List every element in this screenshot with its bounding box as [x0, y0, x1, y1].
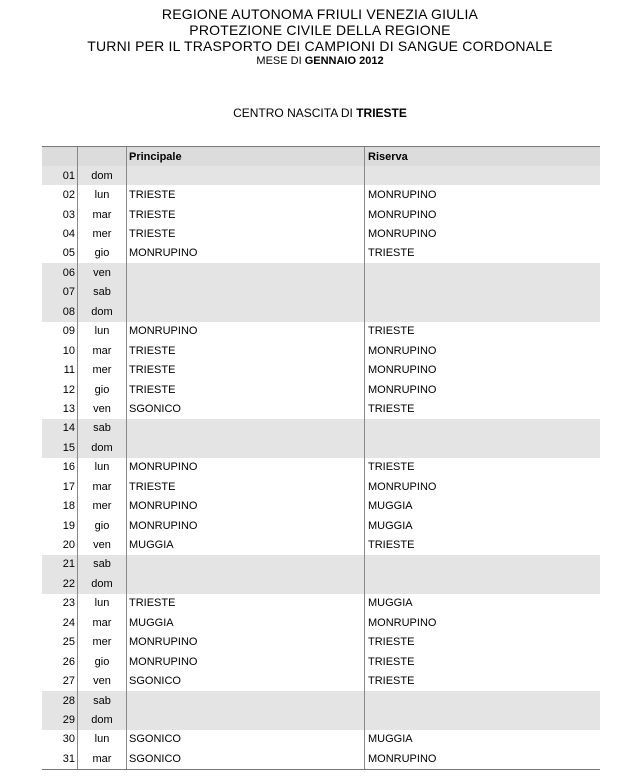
principale-cell: TRIESTE [127, 224, 365, 243]
weekday-cell: lun [78, 322, 127, 341]
riserva-cell: MUGGIA [368, 519, 413, 532]
day-number-cell: 04 [42, 224, 78, 243]
table-row [42, 633, 600, 652]
riserva-cell: MONRUPINO [368, 752, 437, 765]
weekday-cell: mer [78, 496, 127, 515]
riserva-cell [365, 555, 600, 574]
principale-cell [127, 166, 365, 185]
day-number-cell: 13 [42, 399, 78, 418]
principale-cell: MONRUPINO [127, 633, 365, 652]
day-number-cell: 12 [42, 380, 78, 399]
table-row [42, 302, 600, 321]
day-number-cell: 28 [42, 691, 78, 710]
table-row [42, 671, 600, 690]
principale-cell [127, 574, 365, 593]
day-number-cell: 23 [42, 594, 78, 613]
principale-cell: MUGGIA [127, 535, 365, 554]
riserva-cell: MONRUPINO [368, 616, 437, 629]
header-principale: Principale [127, 147, 365, 166]
day-number-cell: 02 [42, 185, 78, 204]
riserva-cell [365, 438, 600, 457]
principale-cell: TRIESTE [127, 380, 365, 399]
header-riserva: Riserva [368, 150, 408, 163]
day-number-cell: 03 [42, 205, 78, 224]
table-row [42, 263, 600, 282]
riserva-cell: TRIESTE [368, 655, 415, 668]
weekday-cell: lun [78, 594, 127, 613]
table-header-row [42, 147, 600, 166]
weekday-cell: sab [78, 283, 127, 302]
weekday-cell: lun [78, 730, 127, 749]
day-number-cell: 07 [42, 283, 78, 302]
weekday-cell: mer [78, 633, 127, 652]
day-number-cell: 19 [42, 516, 78, 535]
day-number-cell: 06 [42, 263, 78, 282]
principale-cell: MONRUPINO [127, 496, 365, 515]
riserva-cell: MONRUPINO [368, 364, 437, 377]
riserva-cell: MONRUPINO [368, 344, 437, 357]
table-row [42, 516, 600, 535]
riserva-cell: MONRUPINO [368, 189, 437, 202]
weekday-cell: dom [78, 302, 127, 321]
weekday-cell: dom [78, 438, 127, 457]
principale-cell: TRIESTE [127, 477, 365, 496]
principale-cell: TRIESTE [127, 360, 365, 379]
riserva-cell [365, 419, 600, 438]
department-title: PROTEZIONE CIVILE DELLA REGIONE [189, 22, 451, 38]
day-number-cell: 20 [42, 535, 78, 554]
principale-cell [127, 302, 365, 321]
principale-cell [127, 263, 365, 282]
document-header [0, 6, 640, 68]
table-row [42, 399, 600, 418]
principale-cell [127, 419, 365, 438]
day-number-cell: 22 [42, 574, 78, 593]
table-row [42, 244, 600, 263]
table-row [42, 691, 600, 710]
riserva-cell: TRIESTE [368, 402, 415, 415]
table-row [42, 710, 600, 729]
table-row [42, 224, 600, 243]
weekday-cell: mar [78, 749, 127, 768]
riserva-cell: MONRUPINO [368, 383, 437, 396]
riserva-cell [365, 691, 600, 710]
riserva-cell: MUGGIA [368, 733, 413, 746]
day-number-cell: 18 [42, 496, 78, 515]
riserva-cell [365, 302, 600, 321]
riserva-cell: TRIESTE [368, 247, 415, 260]
weekday-cell: gio [78, 516, 127, 535]
principale-cell [127, 283, 365, 302]
table-row [42, 652, 600, 671]
principale-cell: TRIESTE [127, 185, 365, 204]
day-number-cell: 01 [42, 166, 78, 185]
table-row [42, 360, 600, 379]
weekday-cell: lun [78, 458, 127, 477]
table-row [42, 380, 600, 399]
day-number-cell: 15 [42, 438, 78, 457]
principale-cell: SGONICO [127, 671, 365, 690]
principale-cell: MONRUPINO [127, 322, 365, 341]
principale-cell: MONRUPINO [127, 516, 365, 535]
day-number-cell: 17 [42, 477, 78, 496]
weekday-cell: mer [78, 360, 127, 379]
principale-cell: TRIESTE [127, 594, 365, 613]
principale-cell: SGONICO [127, 749, 365, 768]
riserva-cell [365, 166, 600, 185]
month-line [0, 54, 640, 68]
principale-cell: MONRUPINO [127, 244, 365, 263]
principale-cell: TRIESTE [127, 341, 365, 360]
principale-cell: TRIESTE [127, 205, 365, 224]
weekday-cell: sab [78, 555, 127, 574]
riserva-cell: TRIESTE [368, 636, 415, 649]
day-number-cell: 30 [42, 730, 78, 749]
table-row [42, 185, 600, 204]
table-row [42, 283, 600, 302]
table-row [42, 535, 600, 554]
table-row [42, 166, 600, 185]
day-number-cell: 24 [42, 613, 78, 632]
weekday-cell: mar [78, 341, 127, 360]
weekday-cell: dom [78, 574, 127, 593]
region-title: REGIONE AUTONOMA FRIULI VENEZIA GIULIA [161, 6, 479, 22]
principale-cell [127, 438, 365, 457]
principale-cell: MONRUPINO [127, 458, 365, 477]
table-row [42, 594, 600, 613]
weekday-cell: gio [78, 380, 127, 399]
riserva-cell: TRIESTE [368, 539, 415, 552]
weekday-cell: mar [78, 477, 127, 496]
riserva-cell [365, 263, 600, 282]
day-number-cell: 27 [42, 671, 78, 690]
riserva-cell [365, 574, 600, 593]
day-number-cell: 26 [42, 652, 78, 671]
schedule-table [42, 146, 600, 770]
riserva-cell: MONRUPINO [368, 208, 437, 221]
riserva-cell: MONRUPINO [368, 228, 437, 241]
day-number-cell: 09 [42, 322, 78, 341]
header-cell-weekday [78, 147, 127, 166]
day-number-cell: 08 [42, 302, 78, 321]
riserva-cell: TRIESTE [368, 461, 415, 474]
weekday-cell: ven [78, 263, 127, 282]
riserva-cell: MUGGIA [368, 500, 413, 513]
centre-prefix: CENTRO NASCITA DI [233, 106, 357, 120]
table-row [42, 438, 600, 457]
weekday-cell: gio [78, 652, 127, 671]
principale-cell [127, 710, 365, 729]
day-number-cell: 25 [42, 633, 78, 652]
month-prefix: MESE DI [256, 55, 305, 67]
weekday-cell: dom [78, 710, 127, 729]
header-cell-number [42, 147, 78, 166]
table-row [42, 205, 600, 224]
riserva-cell: TRIESTE [368, 675, 415, 688]
table-row [42, 749, 600, 768]
table-row [42, 458, 600, 477]
table-row [42, 419, 600, 438]
weekday-cell: ven [78, 535, 127, 554]
table-row [42, 496, 600, 515]
principale-cell: MONRUPINO [127, 652, 365, 671]
riserva-cell: MUGGIA [368, 597, 413, 610]
principale-cell: SGONICO [127, 730, 365, 749]
riserva-cell: TRIESTE [368, 325, 415, 338]
day-number-cell: 14 [42, 419, 78, 438]
weekday-cell: gio [78, 244, 127, 263]
table-row [42, 574, 600, 593]
riserva-cell: MONRUPINO [368, 480, 437, 493]
principale-cell: MUGGIA [127, 613, 365, 632]
day-number-cell: 31 [42, 749, 78, 768]
centre-name: TRIESTE [356, 106, 407, 120]
weekday-cell: mer [78, 224, 127, 243]
weekday-cell: ven [78, 399, 127, 418]
day-number-cell: 11 [42, 360, 78, 379]
riserva-cell [365, 283, 600, 302]
day-number-cell: 05 [42, 244, 78, 263]
principale-cell: SGONICO [127, 399, 365, 418]
weekday-cell: mar [78, 205, 127, 224]
birth-centre-title [0, 106, 640, 120]
table-row [42, 555, 600, 574]
day-number-cell: 16 [42, 458, 78, 477]
table-row [42, 341, 600, 360]
weekday-cell: sab [78, 691, 127, 710]
table-row [42, 322, 600, 341]
weekday-cell: sab [78, 419, 127, 438]
day-number-cell: 29 [42, 710, 78, 729]
day-number-cell: 21 [42, 555, 78, 574]
weekday-cell: lun [78, 185, 127, 204]
weekday-cell: ven [78, 671, 127, 690]
weekday-cell: mar [78, 613, 127, 632]
day-number-cell: 10 [42, 341, 78, 360]
principale-cell [127, 691, 365, 710]
weekday-cell: dom [78, 166, 127, 185]
table-row [42, 613, 600, 632]
schedule-title: TURNI PER IL TRASPORTO DEI CAMPIONI DI SANGUE CORDONALE [87, 38, 553, 54]
riserva-cell [365, 710, 600, 729]
principale-cell [127, 555, 365, 574]
table-row [42, 477, 600, 496]
month-value: GENNAIO 2012 [304, 55, 384, 67]
table-row [42, 730, 600, 749]
